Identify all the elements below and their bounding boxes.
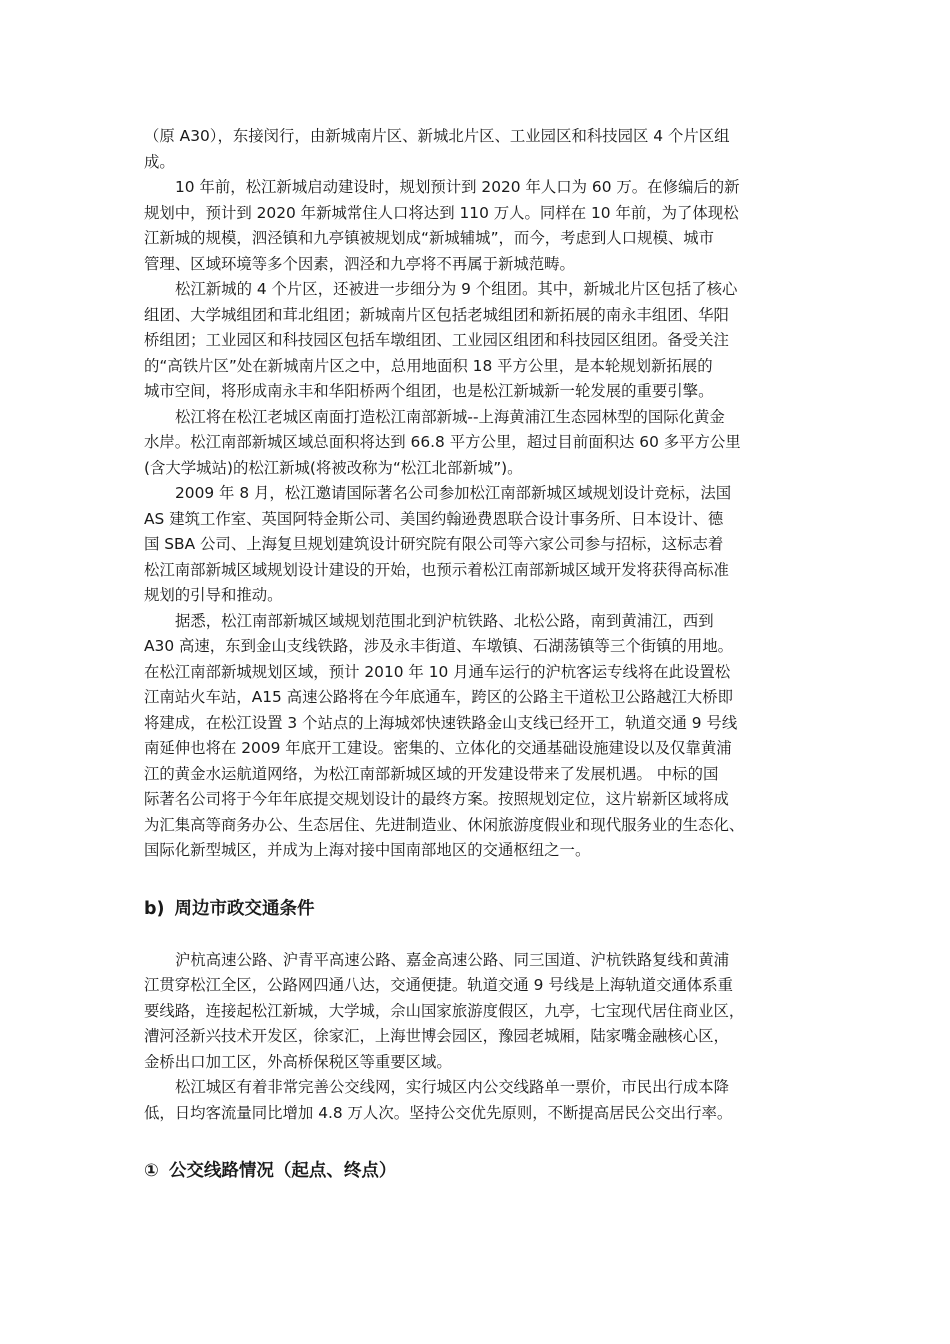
text-line: 金桥出口加工区，外高桥保税区等重要区域。 <box>144 1052 452 1071</box>
text-line: 际著名公司将于今年年底提交规划设计的最终方案。按照规划定位，这片崭新区域将成 <box>144 790 729 808</box>
text-line: 松江将在松江老城区南面打造松江南部新城--上海黄浦江生态园林型的国际化黄金 <box>175 407 725 426</box>
text-line: 松江南部新城区域规划设计建设的开始，也预示着松江南部新城区域开发将获得高标准 <box>144 560 729 579</box>
text-line: 将建成，在松江设置 3 个站点的上海城郊快速铁路金山支线已经开工，轨道交通 9 号线 <box>144 713 738 732</box>
text-line: 为汇集高等商务办公、生态居住、先进制造业、休闲旅游度假业和现代服务业的生态化、 <box>144 815 745 834</box>
text-line: 沪杭高速公路、沪青平高速公路、嘉金高速公路、同三国道、沪杭铁路复线和黄浦 <box>175 950 730 969</box>
paragraph-southern-new-city <box>144 405 812 482</box>
text-line: 南延伸也将在 2009 年底开工建设。密集的、立体化的交通基础设施建设以及仅靠黄浦 <box>144 739 732 757</box>
text-line: 的“高铁片区”处在新城南片区之中，总用地面积 18 平方公里，是本轮规划新拓展的 <box>144 356 713 375</box>
text-line: AS 建筑工作室、英国阿特金斯公司、美国约翰逊费恩联合设计事务所、日本设计、德 <box>144 509 724 528</box>
section-heading-bus-lines <box>144 1158 812 1184</box>
text-line: 江南站火车站，A15 高速公路将在今年底通车，跨区的公路主干道松卫公路越江大桥即 <box>144 688 734 706</box>
paragraph-highways <box>144 948 812 1076</box>
text-line: （原 A30），东接闵行，由新城南片区、新城北片区、工业园区和科技园区 4 个片区组 <box>144 127 730 145</box>
text-line: 江的黄金水运航道网络，为松江南部新城区域的开发建设带来了发展机遇。 中标的国 <box>144 764 719 783</box>
text-line: (含大学城站)的松江新城(将被改称为“松江北部新城”)。 <box>144 458 523 477</box>
paragraph-design-bidding <box>144 481 812 609</box>
text-line: 松江城区有着非常完善公交线网，实行城区内公交线路单一票价，市民出行成本降 <box>175 1078 730 1096</box>
text-line: 2009 年 8 月，松江邀请国际著名公司参加松江南部新城区域规划设计竞标，法国 <box>175 484 732 502</box>
text-line: 江贯穿松江全区，公路网四通八达，交通便捷。轨道交通 9 号线是上海轨道交通体系重 <box>144 976 734 994</box>
paragraph-district-groups <box>144 277 812 405</box>
section-heading-traffic <box>144 896 812 922</box>
text-line: 桥组团；工业园区和科技园区包括车墩组团、工业园区组团和科技园区组团。备受关注 <box>144 331 729 349</box>
heading-text: 公交线路情况（起点、终点） <box>168 1161 397 1181</box>
document-page <box>144 124 812 1184</box>
text-line: 松江新城的 4 个片区，还被进一步细分为 9 个组团。其中，新城北片区包括了核心 <box>175 280 738 298</box>
heading-marker: b) <box>144 898 165 919</box>
text-line: 规划中，预计到 2020 年新城常住人口将达到 110 万人。同样在 10 年前，为了体现松 <box>144 203 739 222</box>
heading-text: 周边市政交通条件 <box>174 898 315 919</box>
paragraph-planning-scope <box>144 609 812 864</box>
text-line: 城市空间，将形成南永丰和华阳桥两个组团，也是松江新城新一轮发展的重要引擎。 <box>144 382 714 400</box>
paragraph-bus-network <box>144 1075 812 1126</box>
text-line: 10 年前，松江新城启动建设时，规划预计到 2020 年人口为 60 万。在修编后的新 <box>175 178 740 196</box>
text-line: 漕河泾新兴技术开发区，徐家汇，上海世博会园区，豫园老城厢，陆家嘴金融核心区， <box>144 1027 729 1045</box>
text-line: 低，日均客流量同比增加 4.8 万人次。坚持公交优先原则，不断提高居民公交出行率。 <box>144 1103 733 1122</box>
paragraph-population-plan <box>144 175 812 277</box>
text-line: 据悉，松江南部新城区域规划范围北到沪杭铁路、北松公路，南到黄浦江，西到 <box>175 611 714 630</box>
text-line: 管理、区域环境等多个因素，泗泾和九亭将不再属于新城范畴。 <box>144 254 575 273</box>
text-line: 国际化新型城区，并成为上海对接中国南部地区的交通枢纽之一。 <box>144 841 591 859</box>
text-line: A30 高速，东到金山支线铁路，涉及永丰街道、车墩镇、石湖荡镇等三个街镇的用地。 <box>144 637 734 655</box>
heading-marker: ① <box>144 1161 159 1181</box>
text-line: 成。 <box>144 152 175 171</box>
text-line: 规划的引导和推动。 <box>144 586 283 604</box>
paragraph-area-composition <box>144 124 812 175</box>
text-line: 在松江南部新城规划区域，预计 2010 年 10 月通车运行的沪杭客运专线将在此设置松 <box>144 662 731 681</box>
text-line: 要线路，连接起松江新城，大学城，佘山国家旅游度假区，九亭，七宝现代居住商业区， <box>144 1001 745 1020</box>
text-line: 国 SBA 公司、上海复旦规划建筑设计研究院有限公司等六家公司参与招标，这标志着 <box>144 535 724 553</box>
text-line: 水岸。松江南部新城区域总面积将达到 66.8 平方公里，超过目前面积达 60 多平方公里 <box>144 433 741 451</box>
text-line: 组团、大学城组团和茸北组团；新城南片区包括老城组团和新拓展的南永丰组团、华阳 <box>144 305 729 324</box>
text-line: 江新城的规模，泗泾镇和九亭镇被规划成“新城辅城”，而今，考虑到人口规模、城市 <box>144 229 715 247</box>
